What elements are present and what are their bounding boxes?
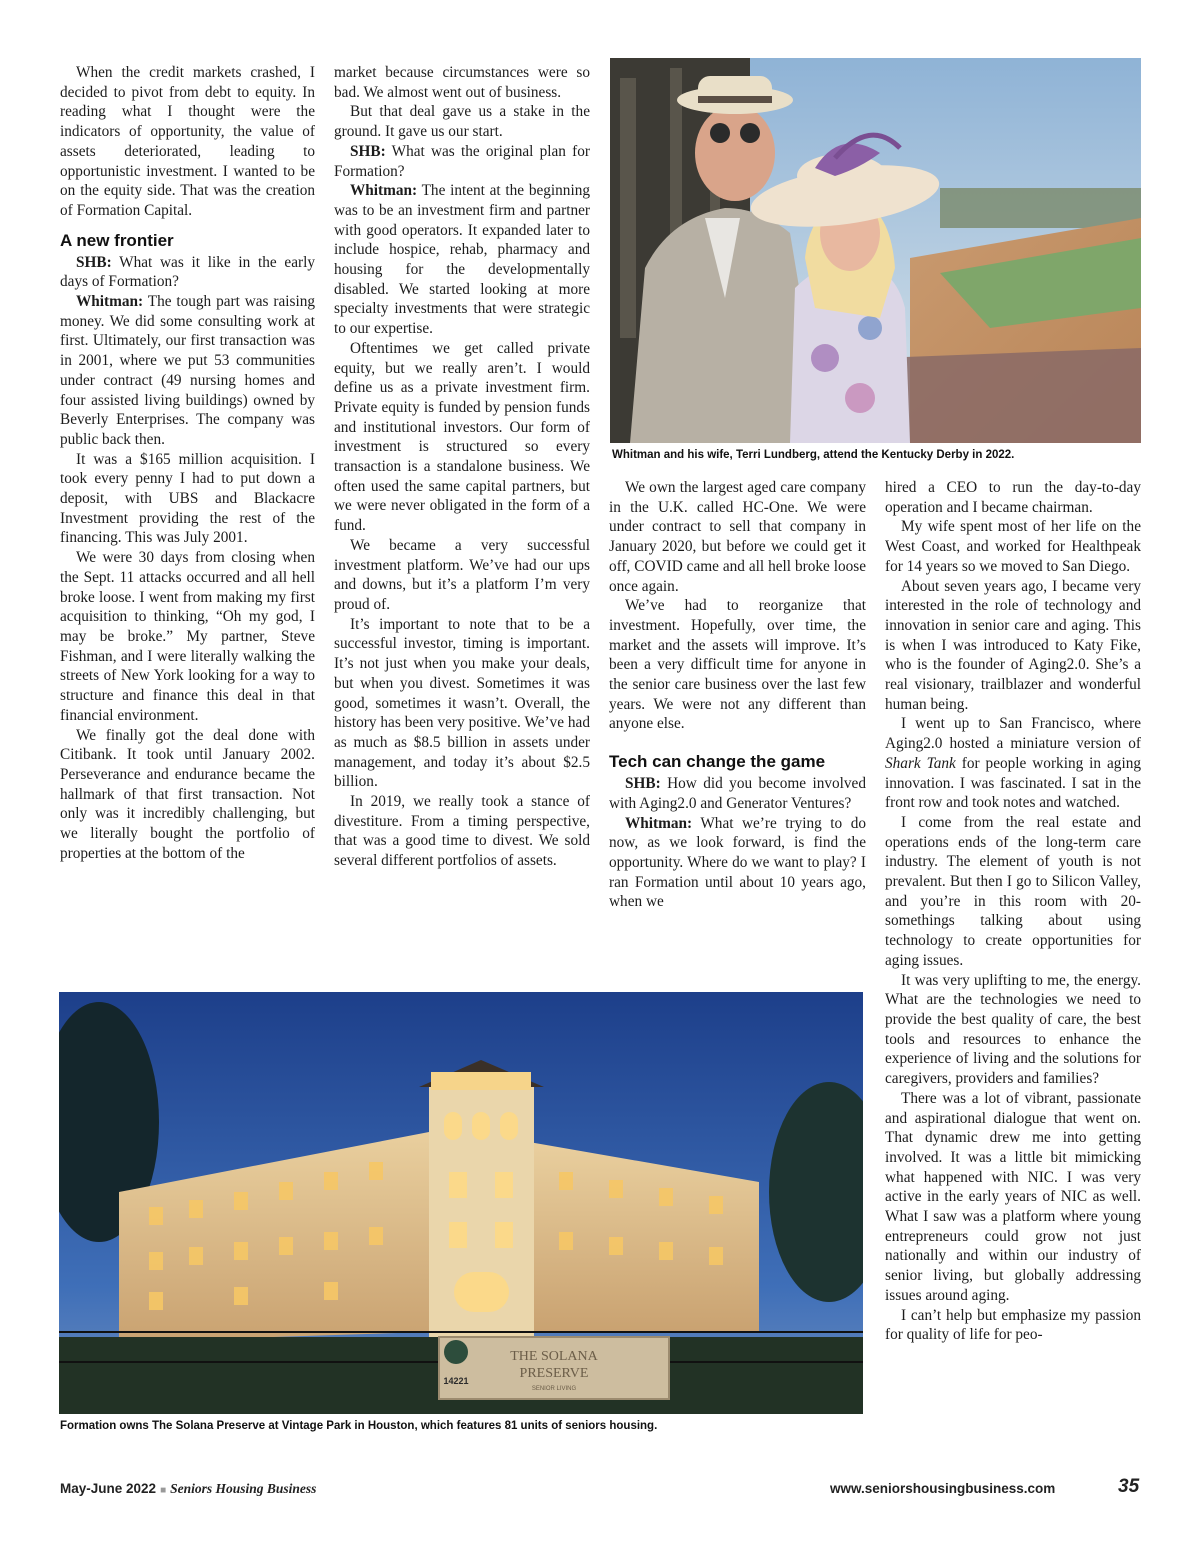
paragraph: We’ve had to reorganize that investment. Hopefully, over time, the market and the assets will improve. It’s been a very difficult time for anyone in the senior care business over the last few years. We were not any different than anyone else. (609, 597, 866, 733)
derby-photo-caption: Whitman and his wife, Terri Lundberg, attend the Kentucky Derby in 2022. (612, 449, 1015, 461)
paragraph: hired a CEO to run the day-to-day operation and I became chairman. (885, 479, 1141, 516)
question-text: What was the original plan for Formation? (334, 142, 590, 180)
paragraph: We were 30 days from closing when the Sept. 11 attacks occurred and all hell broke loose. I went from making my first acquisition to thinking, “Oh my god, I may be broke.” My partner, Steve Fishman, and I were literally walking the streets of New York looking for a way to structure and finance this deal in that financial environment. (60, 549, 315, 724)
footer-issue (60, 1481, 316, 1497)
italic-title: Shark Tank (885, 754, 956, 772)
sign-address-number: 14221 (443, 1376, 469, 1386)
answer-paragraph (609, 814, 866, 913)
answer-text: What we’re trying to do now, as we look forward, is find the opportunity. Where do we want to play? I ran Formation until about 10 years ago, when we (609, 814, 866, 911)
paragraph-text: for people working in aging innovation. I was fascinated. I sat in the front row and took notes and watched. (885, 754, 1142, 812)
solana-preserve-photo (59, 992, 863, 1414)
paragraph: Oftentimes we get called private equity, but we really aren’t. I would define us as a private investment firm. Private equity is funded by pension funds and institutional investors. Our form of investment is structured so every transaction is a standalone business. We often used the same capital partners, but we were never obligated in the form of a fund. (334, 339, 590, 535)
answer-text: The intent at the beginning was to be an investment firm and partner with good operators. It expanded later to include hospice, rehab, pharmacy and housing for the developmentally disabled. We started looking at more specialty investments that were strategic to our expertise. (334, 182, 590, 338)
paragraph: We own the largest aged care company in the U.K. called HC-One. We were under contract to sell that company in January 2020, but before we could get it off, COVID came and all hell broke loose once again. (609, 479, 866, 595)
paragraph: It was a $165 million acquisition. I took every penny I had to put down a deposit, with UBS and Blackacre Investment providing the rest of the financing. This was July 2001. (60, 450, 315, 547)
answer-text: The tough part was raising money. We did some consulting work at first. Ultimately, our first transaction was in 2001, where we put 53 communities under contract (49 nursing homes and four assisted living buildings) owned by Beverly Enterprises. The company was public back then. (60, 293, 315, 448)
paragraph: My wife spent most of her life on the West Coast, and worked for Healthpeak for 14 years so we moved to San Diego. (885, 518, 1141, 575)
solana-photo-caption: Formation owns The Solana Preserve at Vintage Park in Houston, which features 81 units of seniors housing. (60, 1420, 658, 1432)
paragraph: I come from the real estate and operations ends of the long-term care industry. The element of youth is not prevalent. But then I go to Silicon Valley, and you’re in this room with 20-somethings talking about using technology to create opportunities for aging issues. (885, 813, 1141, 969)
question-paragraph (334, 142, 590, 181)
speaker-label: SHB: (625, 775, 661, 793)
paragraph: But that deal gave us a stake in the ground. It gave us our start. (334, 103, 590, 141)
speaker-label: SHB: (76, 253, 112, 271)
paragraph: In 2019, we really took a stance of divestiture. From a timing perspective, that was a good time to divest. We sold several different portfolios of assets. (334, 793, 590, 870)
speaker-label: SHB: (350, 142, 386, 160)
section-heading: Tech can change the game (609, 752, 826, 772)
paragraph: When the credit markets crashed, I decided to pivot from debt to equity. In reading what I thought were the indicators of opportunity, the value of assets deteriorated, leading to opportunistic investment. I wanted to be on the equity side. That was the creation of Formation Capital. (60, 64, 315, 219)
magazine-name: Seniors Housing Business (170, 1481, 317, 1496)
issue-date: May-June 2022 (60, 1481, 157, 1496)
speaker-label: Whitman: (76, 293, 144, 311)
paragraph: market because circumstances were so bad. We almost went out of business. (334, 64, 590, 101)
speaker-label: Whitman: (350, 182, 418, 200)
paragraph: About seven years ago, I became very interested in the role of technology and innovation in senior care and aging. This is when I was introduced to Katy Fike, who is the founder of Aging2.0. She’s a real visionary, trailblazer and wonderful human being. (885, 577, 1141, 713)
question-text: How did you become involved with Aging2.0 and Generator Ventures? (609, 775, 866, 812)
answer-paragraph (334, 181, 590, 339)
paragraph (885, 714, 1141, 813)
paragraph-text: I went up to San Francisco, where Aging2.0 hosted a miniature version of (885, 715, 1141, 753)
article-column-3 (609, 478, 866, 912)
article-column-2 (334, 63, 590, 871)
article-column-1 (60, 63, 315, 863)
paragraph: I can’t help but emphasize my passion for quality of life for peo- (885, 1306, 1141, 1344)
paragraph: It’s important to note that to be a successful investor, timing is important. It’s not just when you make your deals, but when you divest. Sometimes it was good, sometimes it wasn’t. Overall, the history has been very positive. We’ve had as much as $8.5 billion in assets under management, and today it’s about $2.5 billion. (334, 615, 590, 791)
page-number: 35 (1118, 1476, 1140, 1497)
paragraph: We became a very successful investment platform. We’ve had our ups and downs, but it’s a platform I’m very proud of. (334, 536, 590, 613)
sign-line-1: THE SOLANA (510, 1349, 598, 1364)
sign-line-2: PRESERVE (519, 1366, 589, 1381)
footer-website-link[interactable]: www.seniorshousingbusiness.com (830, 1481, 1056, 1496)
paragraph: There was a lot of vibrant, passionate and aspirational dialogue that went on. That dynamic drew me into getting involved. It was a little bit mimicking what happened with NIC. I was very active in the early years of NIC as well. What I saw was a platform where young entrepreneurs could grow not just nationally and within our industry of senior living, but globally addressing issues around aging. (885, 1089, 1141, 1304)
sign-line-3: SENIOR LIVING (531, 1386, 577, 1392)
question-text: What was it like in the early days of Formation? (60, 253, 315, 291)
section-heading: A new frontier (60, 230, 174, 250)
answer-paragraph (60, 292, 315, 450)
question-paragraph (609, 774, 866, 813)
paragraph: We finally got the deal done with Citibank. It took until January 2002. Perseverance and endurance became the hallmark of that first transaction. Not only was it incredibly challenging, but we literally bought the portfolio of properties at the bottom of the (60, 726, 315, 862)
derby-photo (610, 58, 1141, 443)
speaker-label: Whitman: (625, 814, 693, 832)
paragraph: It was very uplifting to me, the energy. What are the technologies we need to provide the best quality of care, the best tools and resources to enhance the experience of living and the solutions for caregivers, providers and families? (885, 971, 1141, 1088)
article-column-4 (885, 478, 1141, 1345)
separator-square-icon: ■ (160, 1485, 167, 1496)
question-paragraph (60, 253, 315, 292)
